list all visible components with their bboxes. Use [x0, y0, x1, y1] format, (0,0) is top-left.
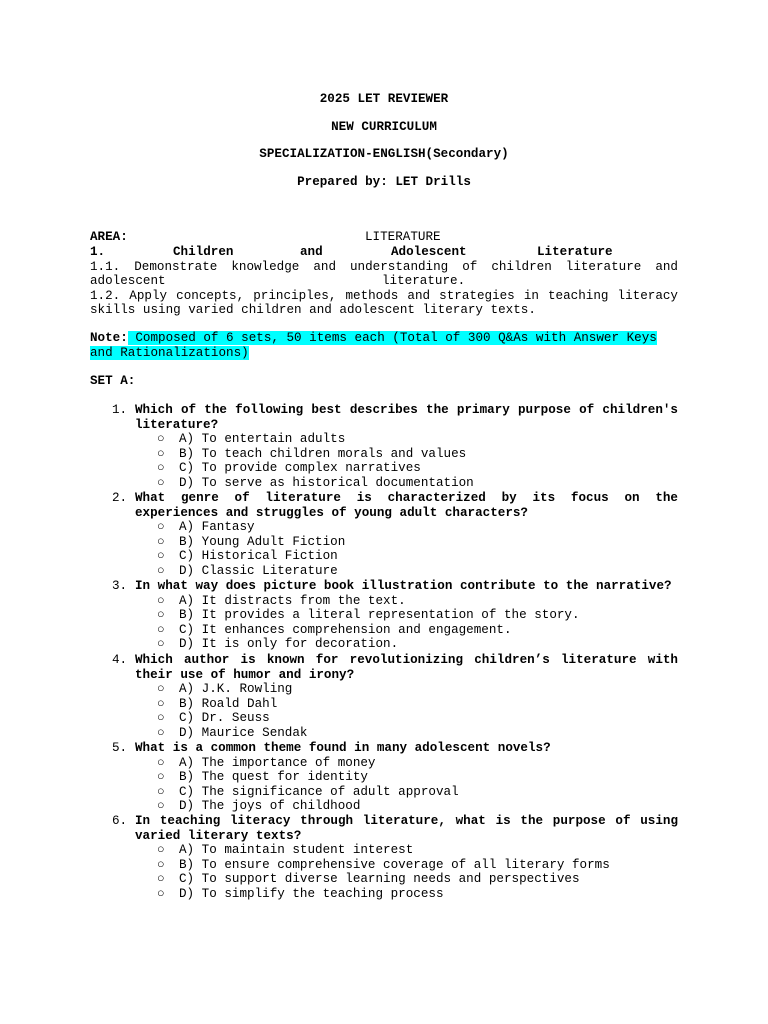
answer-option — [157, 637, 398, 652]
answer-option — [157, 697, 277, 712]
area-heading-word: Children — [173, 245, 234, 259]
area-heading-word: and — [300, 245, 323, 259]
circle-bullet-icon: ○ — [157, 549, 165, 563]
note-line-1 — [90, 331, 678, 346]
question-number: 5. — [112, 741, 128, 755]
circle-bullet-icon: ○ — [157, 520, 165, 534]
answer-option-text: A) The importance of money — [179, 756, 376, 770]
question-number: 2. — [112, 491, 128, 505]
circle-bullet-icon: ○ — [157, 535, 165, 549]
set-label: SET A: — [90, 374, 136, 388]
note-label: Note: — [90, 331, 128, 345]
question-number: 6. — [112, 814, 128, 828]
answer-option-text: A) It distracts from the text. — [179, 594, 406, 608]
answer-option-text: D) Maurice Sendak — [179, 726, 308, 740]
answer-option-text: C) Dr. Seuss — [179, 711, 270, 725]
note-highlight: Composed of 6 sets, 50 items each (Total of 300 Q&As with Answer Keys — [127, 331, 657, 345]
answer-option-text: D) Classic Literature — [179, 564, 338, 578]
answer-option-text: D) To serve as historical documentation — [179, 476, 474, 490]
circle-bullet-icon: ○ — [157, 872, 165, 886]
area-value: LITERATURE — [365, 230, 441, 244]
note-highlight: and Rationalizations) — [90, 346, 249, 360]
circle-bullet-icon: ○ — [157, 770, 165, 784]
circle-bullet-icon: ○ — [157, 476, 165, 490]
answer-option-text: D) To simplify the teaching process — [179, 887, 444, 901]
answer-option — [157, 549, 338, 564]
area-label: AREA: — [90, 230, 128, 244]
circle-bullet-icon: ○ — [157, 432, 165, 446]
answer-option-text: B) Young Adult Fiction — [179, 535, 346, 549]
answer-option-text: A) To maintain student interest — [179, 843, 414, 857]
question-text: varied literary texts? — [135, 829, 302, 843]
area-heading-word: Adolescent — [391, 245, 467, 259]
circle-bullet-icon: ○ — [157, 711, 165, 725]
circle-bullet-icon: ○ — [157, 887, 165, 901]
answer-option — [157, 756, 376, 771]
answer-option-text: A) Fantasy — [179, 520, 255, 534]
answer-option — [157, 770, 368, 785]
objective-1-word: literature. — [382, 274, 466, 288]
answer-option-text: B) To teach children morals and values — [179, 447, 467, 461]
question-text: In teaching literacy through literature, what is the purpose of using — [135, 814, 678, 828]
circle-bullet-icon: ○ — [157, 858, 165, 872]
answer-option-text: C) To provide complex narratives — [179, 461, 421, 475]
answer-option — [157, 447, 466, 462]
objective-2-line-1: 1.2. Apply concepts, principles, methods and strategies in teaching literacy — [90, 289, 678, 303]
answer-option-text: C) To support diverse learning needs and perspectives — [179, 872, 580, 886]
question-text: their use of humor and irony? — [135, 668, 355, 682]
question-text: literature? — [135, 418, 219, 432]
circle-bullet-icon: ○ — [157, 726, 165, 740]
answer-option-text: A) J.K. Rowling — [179, 682, 293, 696]
circle-bullet-icon: ○ — [157, 623, 165, 637]
answer-option — [157, 785, 459, 800]
question-text: In what way does picture book illustration contribute to the narrative? — [135, 579, 672, 593]
doc-prepared-by: Prepared by: LET Drills — [297, 175, 471, 189]
answer-option — [157, 608, 580, 623]
answer-option — [157, 476, 474, 491]
answer-option — [157, 682, 292, 697]
answer-option-text: D) It is only for decoration. — [179, 637, 399, 651]
answer-option-text: B) To ensure comprehensive coverage of all literary forms — [179, 858, 610, 872]
area-heading-number: 1. — [90, 245, 106, 259]
area-row — [90, 230, 678, 245]
answer-option-text: C) It enhances comprehension and engagement. — [179, 623, 512, 637]
answer-option-text: A) To entertain adults — [179, 432, 346, 446]
area-heading-word: Literature — [537, 245, 613, 259]
doc-specialization: SPECIALIZATION-ENGLISH(Secondary) — [259, 147, 509, 161]
answer-option — [157, 799, 360, 814]
circle-bullet-icon: ○ — [157, 799, 165, 813]
circle-bullet-icon: ○ — [157, 843, 165, 857]
objective-1-word: adolescent — [90, 274, 166, 288]
answer-option — [157, 887, 444, 902]
circle-bullet-icon: ○ — [157, 756, 165, 770]
question-number: 1. — [112, 403, 128, 417]
doc-curriculum: NEW CURRICULUM — [331, 120, 437, 134]
answer-option-text: B) Roald Dahl — [179, 697, 278, 711]
objective-1-line-1: 1.1. Demonstrate knowledge and understanding of children literature and — [90, 260, 678, 274]
answer-option — [157, 520, 255, 535]
answer-option — [157, 535, 345, 550]
circle-bullet-icon: ○ — [157, 447, 165, 461]
answer-option — [157, 623, 512, 638]
answer-option-text: C) Historical Fiction — [179, 549, 338, 563]
circle-bullet-icon: ○ — [157, 785, 165, 799]
answer-option-text: B) The quest for identity — [179, 770, 368, 784]
circle-bullet-icon: ○ — [157, 564, 165, 578]
question-number: 3. — [112, 579, 128, 593]
question-text: What is a common theme found in many adolescent novels? — [135, 741, 551, 755]
answer-option — [157, 872, 580, 887]
question-text: experiences and struggles of young adult characters? — [135, 506, 528, 520]
note-line-2 — [90, 346, 678, 361]
question-number: 4. — [112, 653, 128, 667]
circle-bullet-icon: ○ — [157, 697, 165, 711]
answer-option — [157, 726, 307, 741]
doc-title: 2025 LET REVIEWER — [319, 92, 449, 106]
circle-bullet-icon: ○ — [157, 461, 165, 475]
question-text: What genre of literature is characterized by its focus on the — [135, 491, 678, 505]
answer-option — [157, 711, 270, 726]
circle-bullet-icon: ○ — [157, 594, 165, 608]
question-text: Which author is known for revolutionizing children’s literature with — [135, 653, 678, 667]
answer-option — [157, 858, 610, 873]
objective-1-line-2 — [90, 274, 678, 289]
answer-option-text: C) The significance of adult approval — [179, 785, 459, 799]
circle-bullet-icon: ○ — [157, 608, 165, 622]
answer-option-text: B) It provides a literal representation of the story. — [179, 608, 580, 622]
answer-option — [157, 461, 421, 476]
objective-2-line-2: skills using varied children and adolescent literary texts. — [90, 303, 536, 317]
answer-option — [157, 564, 338, 579]
circle-bullet-icon: ○ — [157, 637, 165, 651]
answer-option — [157, 432, 345, 447]
answer-option — [157, 594, 406, 609]
question-text: Which of the following best describes the primary purpose of children's — [135, 403, 678, 417]
answer-option — [157, 843, 413, 858]
answer-option-text: D) The joys of childhood — [179, 799, 361, 813]
circle-bullet-icon: ○ — [157, 682, 165, 696]
